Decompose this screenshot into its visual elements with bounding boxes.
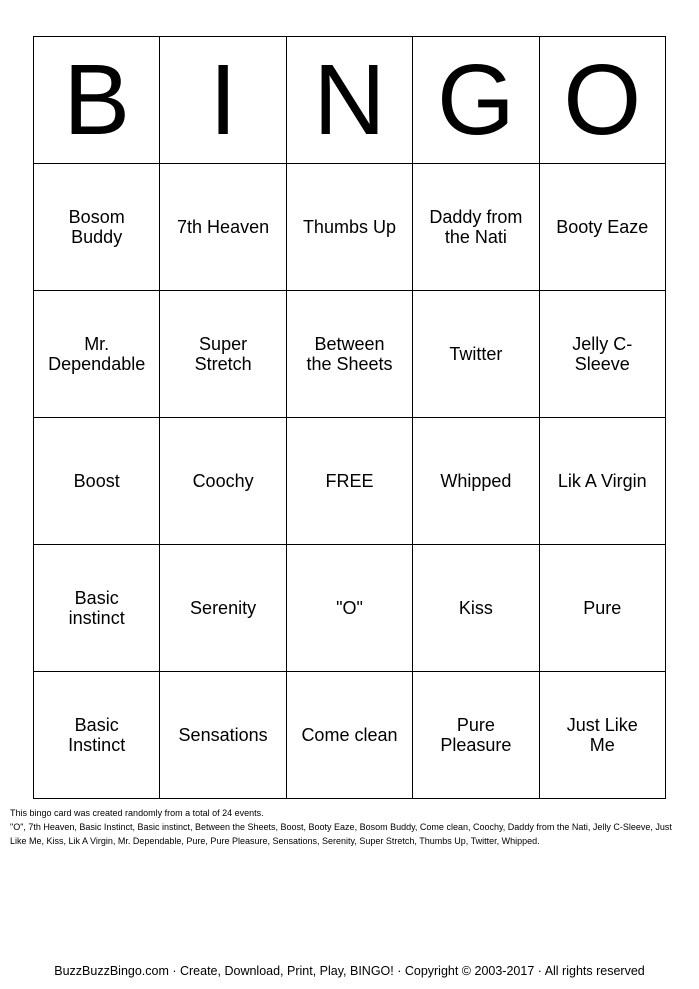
header-letter-n: N: [286, 37, 412, 164]
cell-label: Twitter: [449, 343, 503, 364]
card-cell: [160, 418, 286, 545]
card-cell: [286, 545, 412, 672]
card-cell: [413, 672, 539, 799]
cell-label: Basic instinct: [68, 587, 125, 628]
cell-label: Whipped: [440, 470, 512, 491]
cell-label: Coochy: [192, 470, 254, 491]
card-cell: [160, 545, 286, 672]
card-cell: [286, 164, 412, 291]
cell-label: Kiss: [458, 597, 493, 618]
card-cell: [34, 291, 160, 418]
cell-label: Basic Instinct: [68, 714, 126, 755]
card-cell: [286, 672, 412, 799]
cell-label: Super Stretch: [194, 333, 252, 374]
bingo-card: [33, 36, 666, 799]
card-summary: This bingo card was created randomly from a total of 24 events.: [10, 808, 264, 818]
cell-label: Lik A Virgin: [557, 470, 647, 491]
cell-label: Mr. Dependable: [48, 333, 146, 374]
cell-label: Serenity: [190, 597, 257, 618]
card-cell: [413, 418, 539, 545]
free-space-label: FREE: [325, 470, 374, 491]
header-letter-g: G: [413, 37, 539, 164]
card-cell: [539, 545, 665, 672]
card-cell: [34, 164, 160, 291]
card-cell: [34, 545, 160, 672]
header-letter-o: O: [539, 37, 665, 164]
cell-label: Boost: [73, 470, 120, 491]
card-cell: [413, 545, 539, 672]
cell-label: Just Like Me: [566, 714, 638, 755]
card-cell: [539, 164, 665, 291]
card-row: [34, 291, 666, 418]
card-cell: [539, 672, 665, 799]
card-cell: [160, 291, 286, 418]
cell-label: Daddy from the Nati: [429, 206, 523, 247]
cell-label: Between the Sheets: [306, 333, 393, 374]
cell-label: Pure: [583, 597, 622, 618]
cell-label: Jelly C-Sleeve: [572, 333, 633, 374]
card-info: [10, 806, 690, 848]
cell-label: Sensations: [178, 724, 268, 745]
card-cell: [286, 291, 412, 418]
card-cell: [539, 418, 665, 545]
card-cell: [34, 672, 160, 799]
cell-label: Bosom Buddy: [68, 206, 125, 247]
header-letter-b: B: [34, 37, 160, 164]
event-list: "O", 7th Heaven, Basic Instinct, Basic instinct, Between the Sheets, Boost, Booty Eaze, Bosom Buddy, Come clean, Coochy, Daddy from the Nati, Jelly C-Sleeve, Just Like Me, Kiss, Lik A Virgin, Mr. Dependable, Pure, Pure Pleasure, Sensations, Serenity, Super Stretch, Thumbs Up, Twitter, Whipped.: [10, 822, 672, 846]
card-cell: [413, 164, 539, 291]
card-cell: [34, 418, 160, 545]
cell-label: Come clean: [301, 724, 398, 745]
card-row: [34, 164, 666, 291]
card-cell: [413, 291, 539, 418]
cell-label: Pure Pleasure: [440, 714, 512, 755]
cell-label: Thumbs Up: [302, 216, 396, 237]
card-row: [34, 418, 666, 545]
cell-label: 7th Heaven: [177, 216, 270, 237]
free-space-cell: [286, 418, 412, 545]
copyright-line: BuzzBuzzBingo.com · Create, Download, Print, Play, BINGO! · Copyright © 2003-2017 · All rights reserved: [54, 964, 645, 978]
header-letter-i: I: [160, 37, 286, 164]
card-row: [34, 545, 666, 672]
card-cell: [539, 291, 665, 418]
card-cell: [160, 164, 286, 291]
cell-label: "O": [336, 597, 363, 618]
header-row: [34, 37, 666, 164]
card-row: [34, 672, 666, 799]
cell-label: Booty Eaze: [556, 216, 649, 237]
card-cell: [160, 672, 286, 799]
